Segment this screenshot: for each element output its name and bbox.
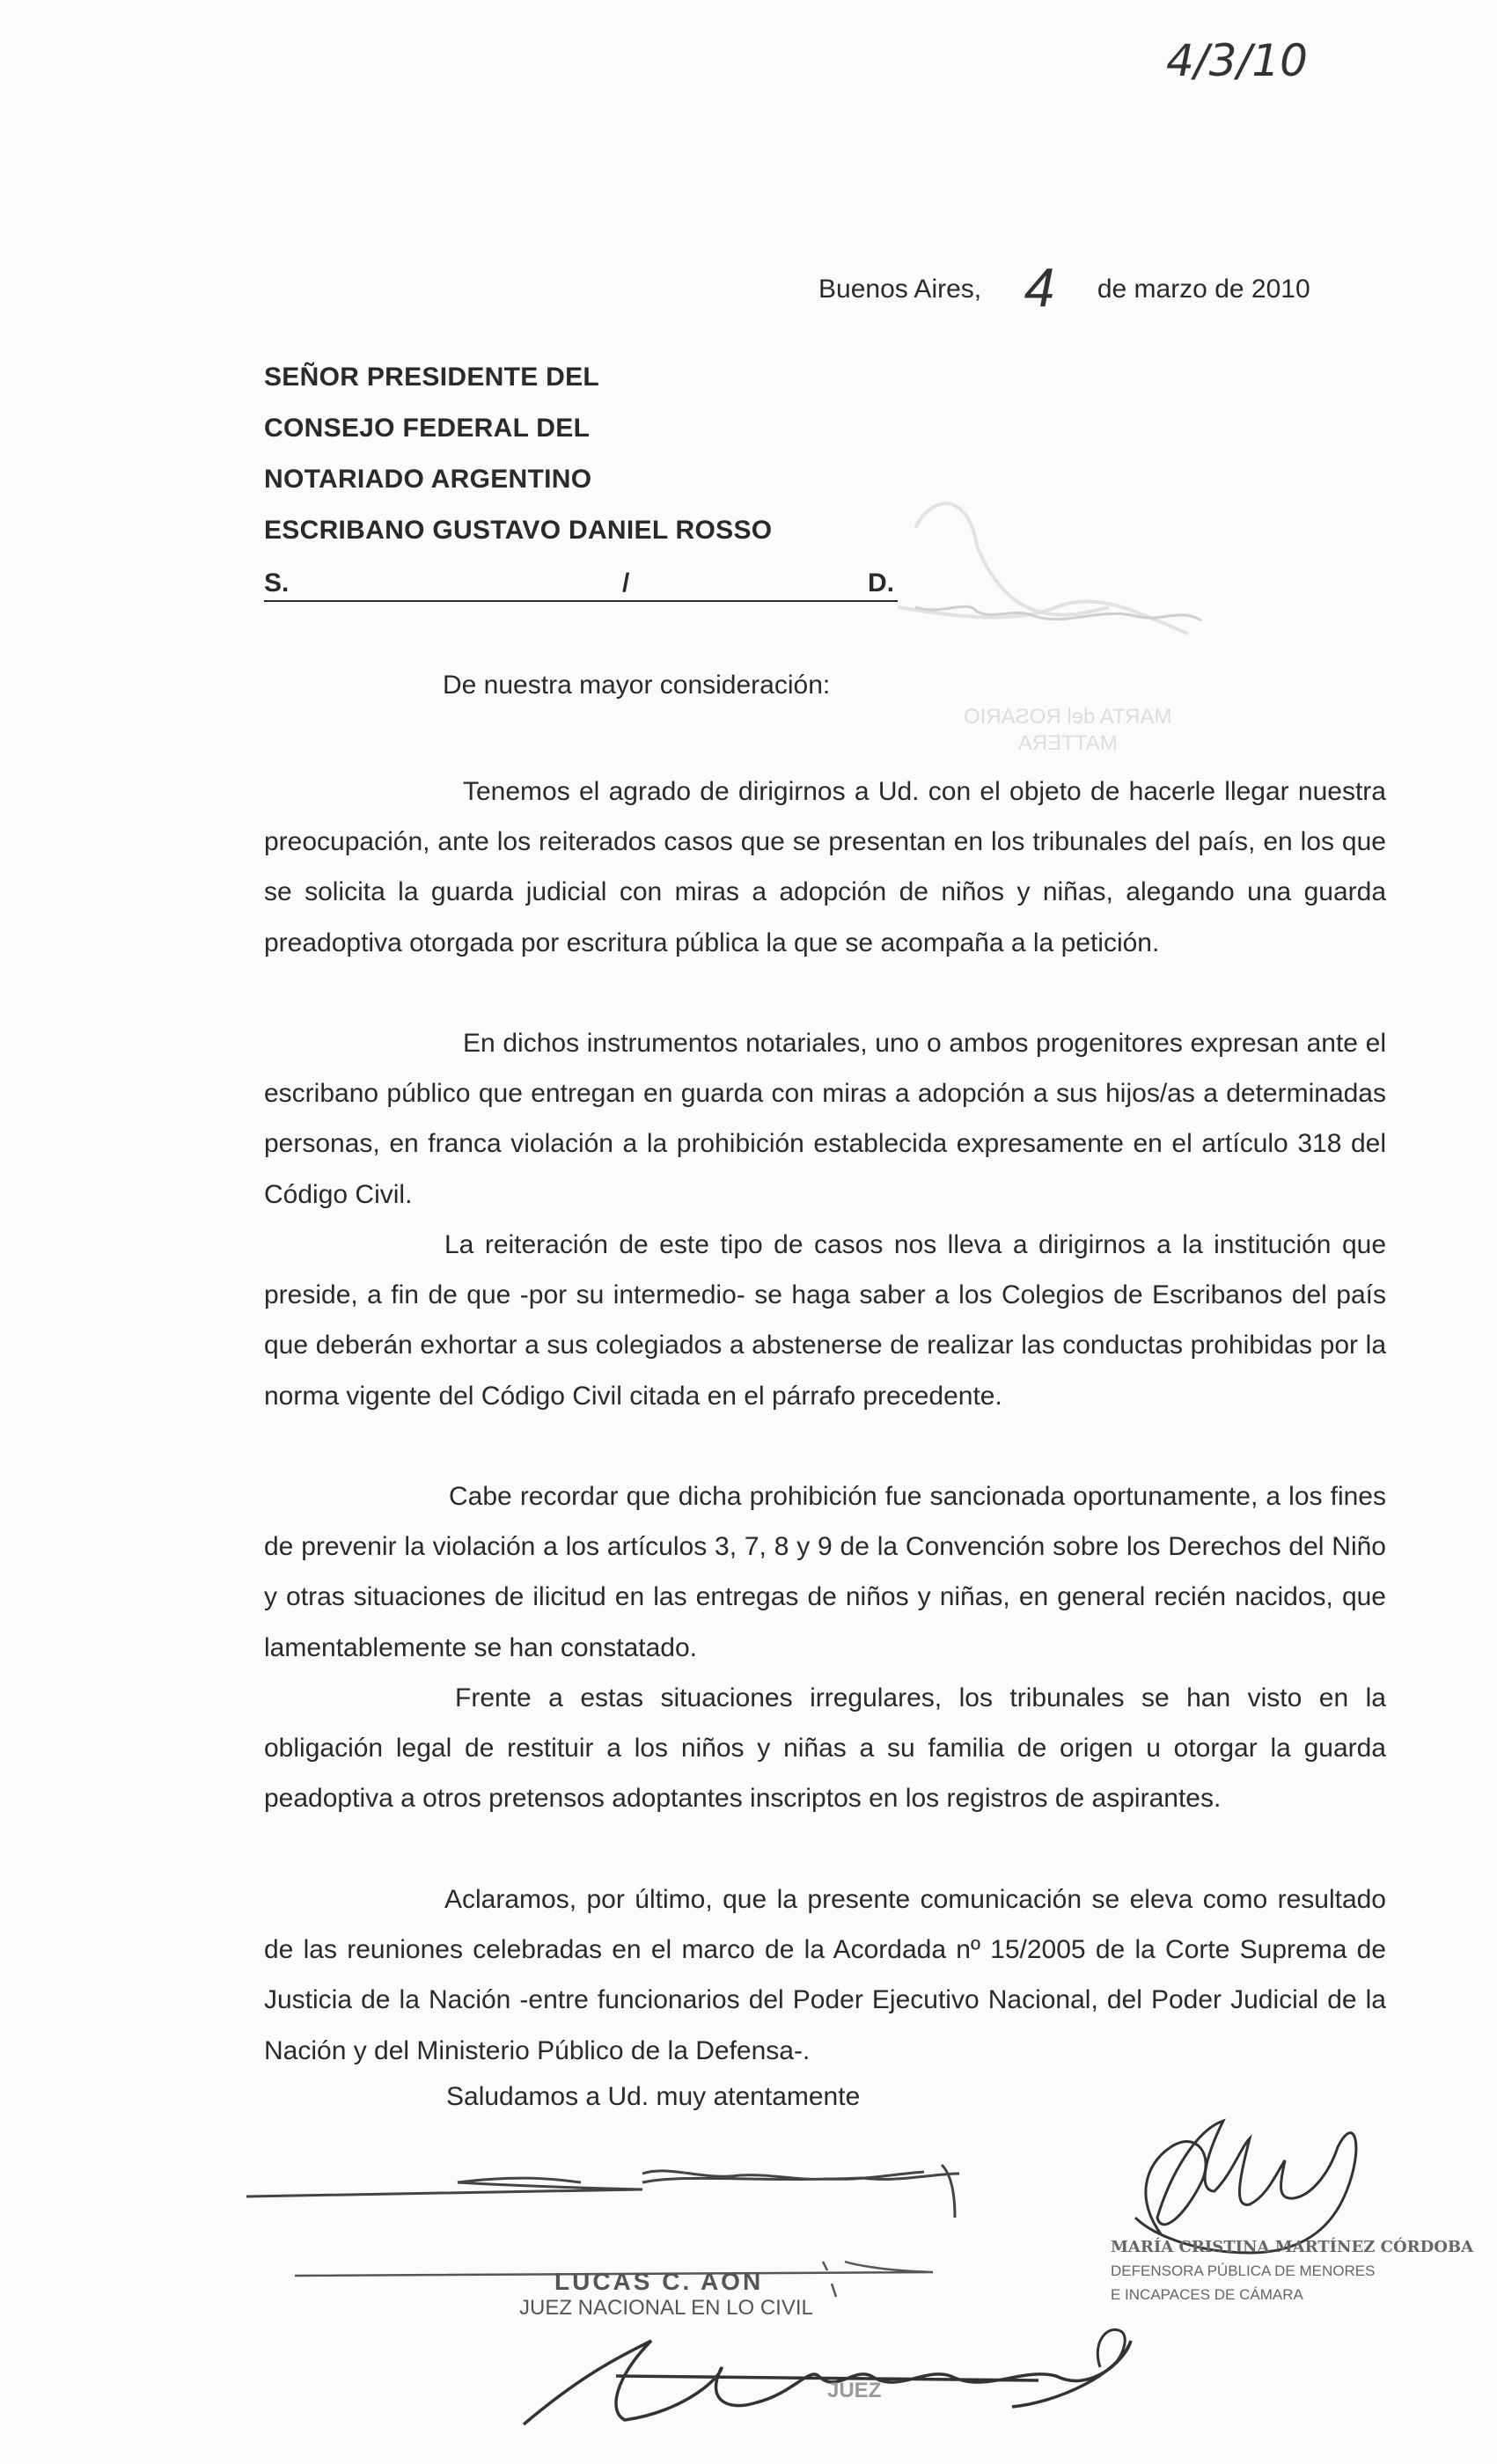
stamp-lucas-title: JUEZ NACIONAL EN LO CIVIL <box>519 2296 813 2320</box>
salutation: De nuestra mayor consideración: <box>443 671 831 700</box>
stamp-maria-name: MARÍA CRISTINA MARTÍNEZ CÓRDOBA <box>1111 2238 1474 2256</box>
ghost-signature-mark <box>898 503 1188 634</box>
ghost-stamp-bleedthrough: MARTA del ROSARIO MATTERA <box>964 705 1172 755</box>
paragraph-6: Aclaramos, por último, que la presente comunicación se eleva como resultado de las reuniones celebradas en el marco de la Acordada nº 15/2005 de la Corte Suprema de Justicia de la Nación -entre funcionarios del Poder Ejecutivo Nacional, del Poder Judicial de la Nación y del Ministerio Público de la Defensa-. <box>264 1885 1386 2065</box>
paragraph-5: Frente a estas situaciones irregulares, los tribunales se han visto en la obligación legal de restituir a los niños y niñas a su familia de origen u otorgar la guarda peadoptiva a otros pretensos adoptantes inscriptos en los registros de aspirantes. <box>264 1683 1386 1814</box>
stamp-lucas-name: LUCAS C. AON <box>554 2268 764 2295</box>
stamp-maria-line3: E INCAPACES DE CÁMARA <box>1111 2286 1303 2303</box>
addressee-line-2: CONSEJO FEDERAL DEL <box>264 414 591 443</box>
sd-s: S. <box>264 568 290 598</box>
sd-slash: / <box>622 568 630 598</box>
closing: Saludamos a Ud. muy atentamente <box>446 2082 861 2111</box>
handwritten-corner-date: 4/3/10 <box>1166 35 1308 86</box>
date-place: Buenos Aires, <box>818 275 982 304</box>
sd-d: D. <box>868 568 894 598</box>
signature-4 <box>1135 2121 1356 2253</box>
addressee-line-4: ESCRIBANO GUSTAVO DANIEL ROSSO <box>264 516 773 545</box>
paragraph-4: Cabe recordar que dicha prohibición fue sancionada oportunamente, a los fines de prevenir la violación a los artículos 3, 7, 8 y 9 de la Convención sobre los Derechos del Niño y otras situaciones de ilicitud en las entregas de niños y niñas, en general recién nacidos, que lamentablemente se han constatado. <box>264 1482 1386 1662</box>
addressee-line-3: NOTARIADO ARGENTINO <box>264 465 592 494</box>
paragraph-3: La reiteración de este tipo de casos nos lleva a dirigirnos a la institución que preside, a fin de que -por su intermedio- se haga saber a los Colegios de Escribanos del país que deberán exhortar a sus colegiados a abstenerse de realizar las conductas prohibidas por la norma vigente del Código Civil citada en el párrafo precedente. <box>264 1230 1386 1411</box>
paragraph-1: Tenemos el agrado de dirigirnos a Ud. con el objeto de hacerle llegar nuestra preocupación, ante los reiterados casos que se presentan en los tribunales del país, en los que se solicita la guarda judicial con miras a adopción de niños y niñas, alegando una guarda preadoptiva otorgada por escritura pública la que se acompaña a la petición. <box>264 777 1386 957</box>
signature-1 <box>246 2165 959 2218</box>
paragraph-2: En dichos instrumentos notariales, uno o ambos progenitores expresan ante el escribano público que entregan en guarda con miras a adopción a sus hijos/as a determinadas personas, en franca violación a la prohibición establecida expresamente en el artículo 318 del Código Civil. <box>264 1029 1386 1209</box>
stamp-maria-martinez-cordoba <box>1111 2235 1473 2306</box>
stamp-lucas-aon <box>519 2268 813 2321</box>
date-month-year: de marzo de 2010 <box>1097 275 1310 304</box>
stamp-maria-line2: DEFENSORA PÚBLICA DE MENORES <box>1111 2262 1376 2279</box>
handwritten-day: 4 <box>1024 258 1055 319</box>
stamp-juez: JUEZ <box>827 2379 882 2402</box>
addressee-line-1: SEÑOR PRESIDENTE DEL <box>264 363 600 392</box>
